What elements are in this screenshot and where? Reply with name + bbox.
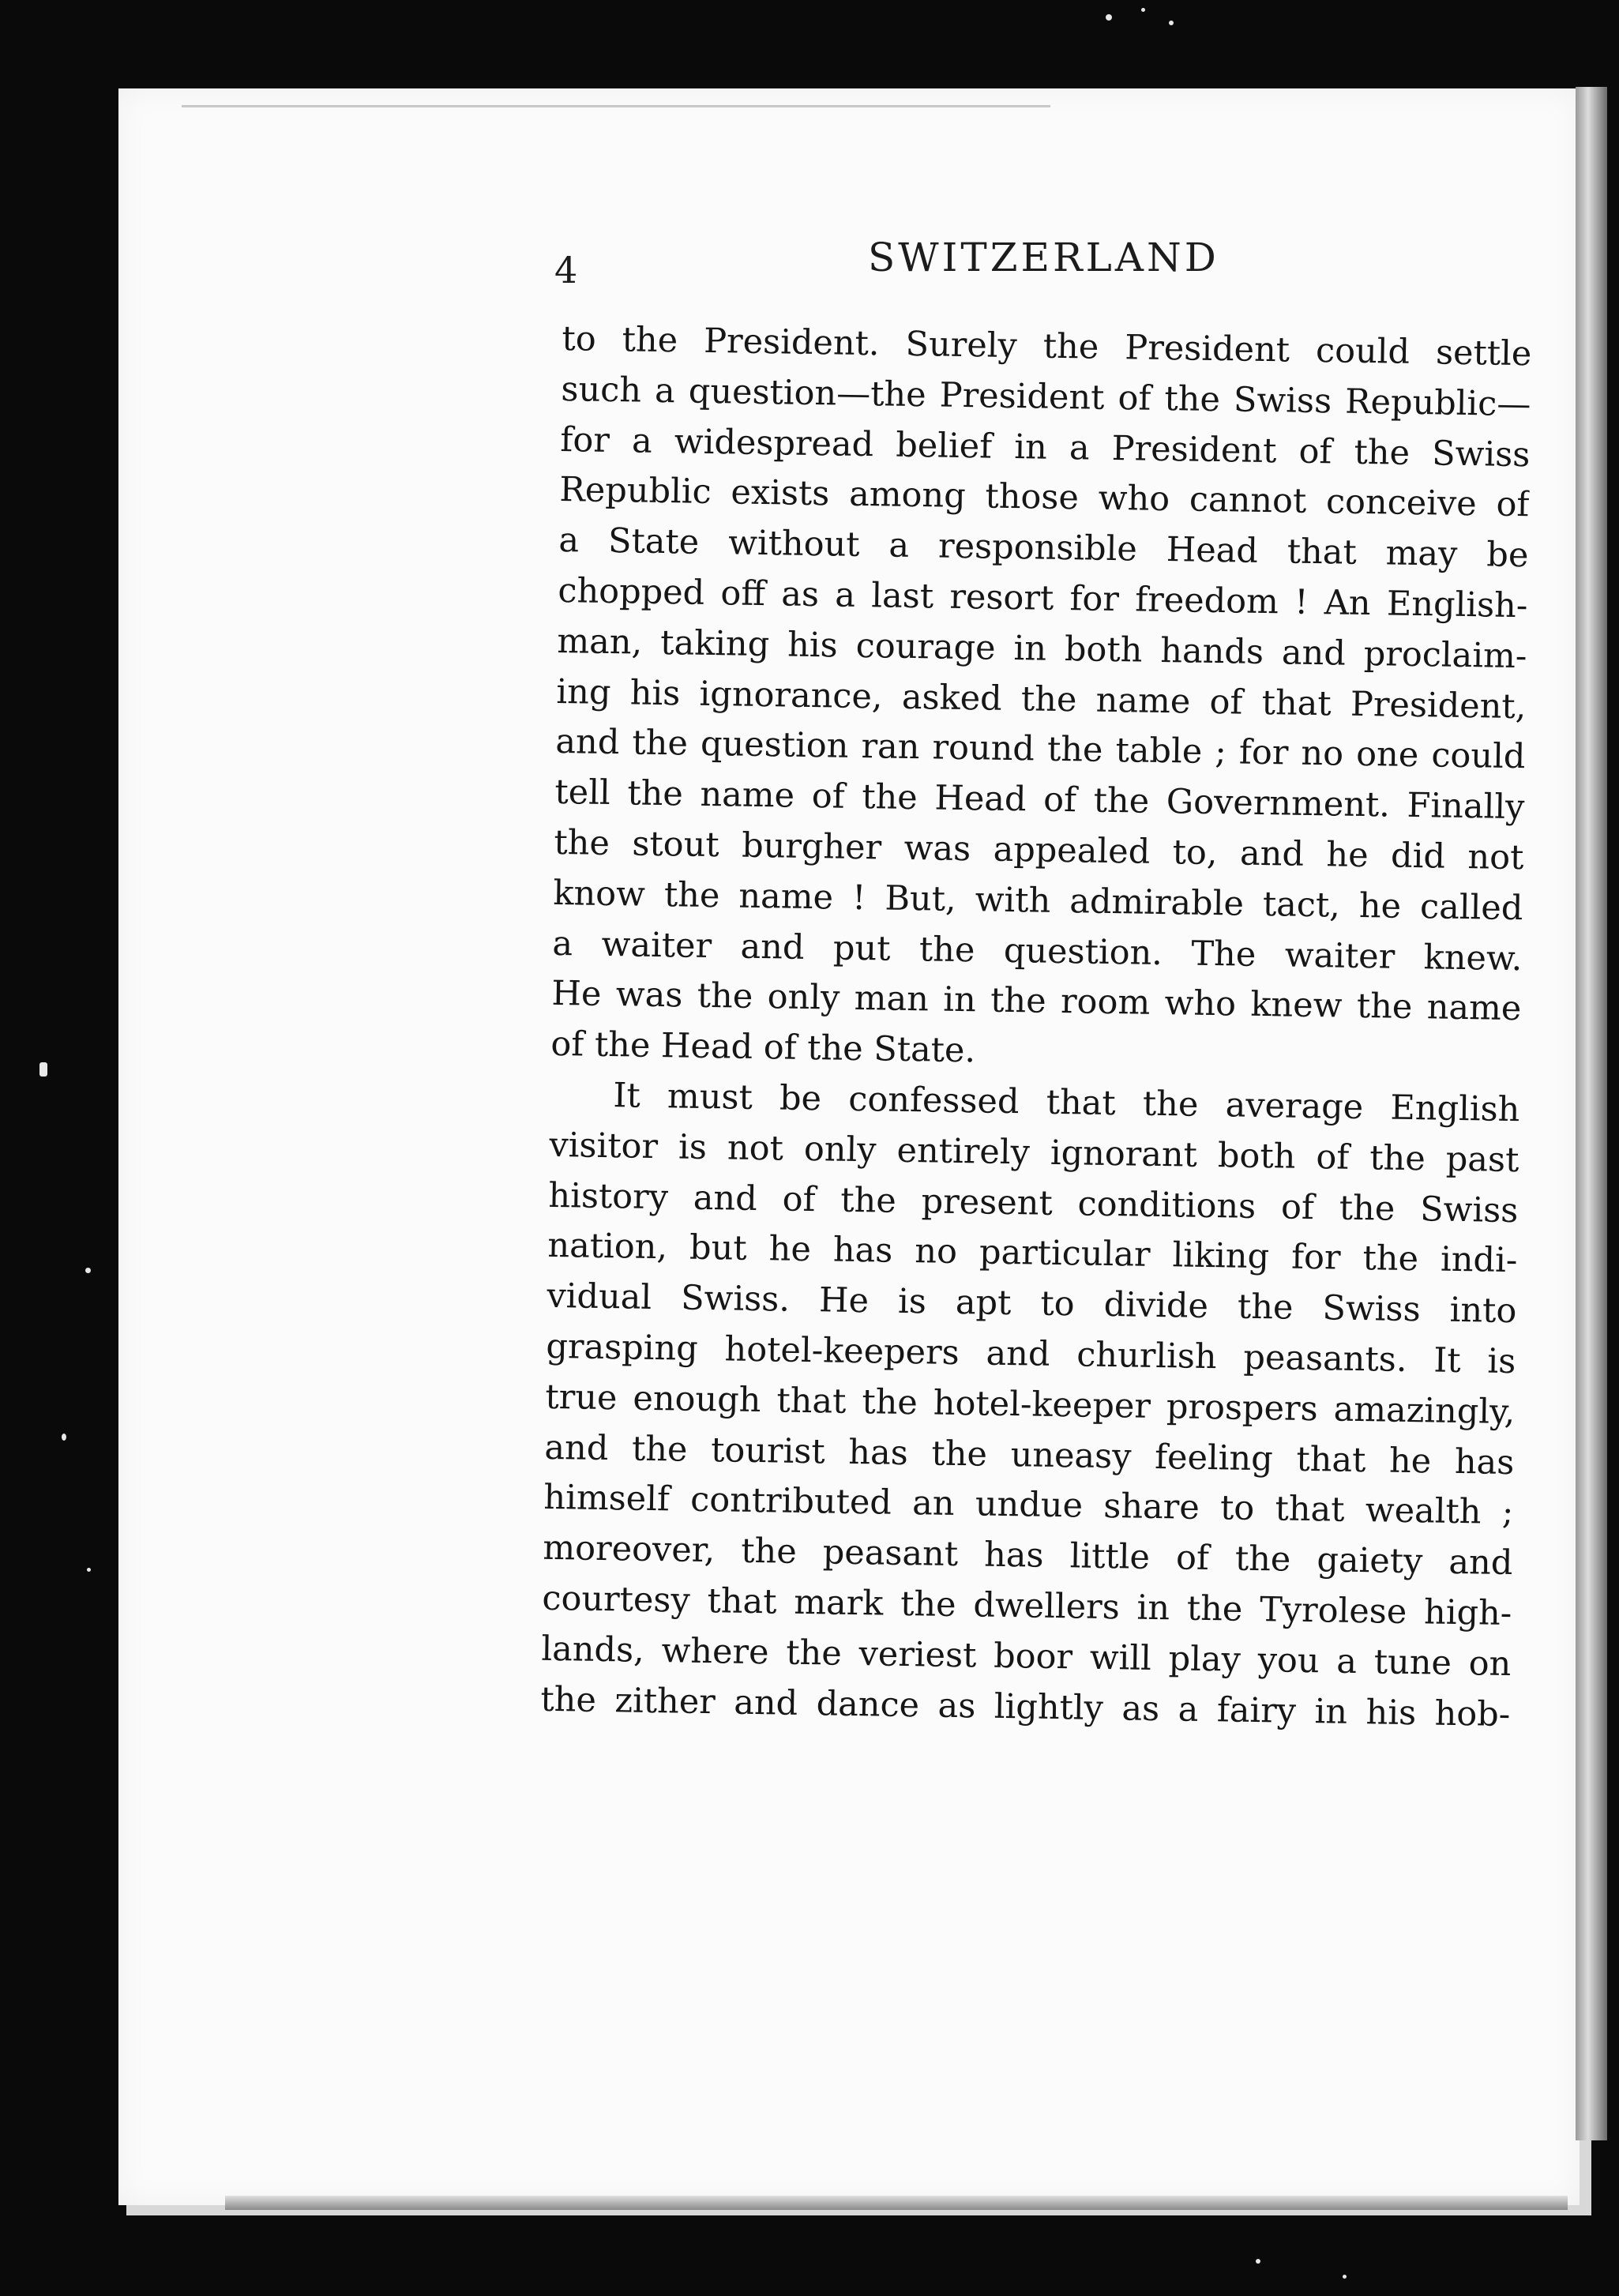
text-line: a waiter and put the question. The waiter knew.: [552, 923, 1523, 979]
text-line: vidual Swiss. He is apt to divide the Swiss into: [547, 1276, 1517, 1332]
text-line: ing his ignorance, asked the name of that President,: [556, 671, 1527, 727]
text-line: for a widespread belief in a President of the Swiss: [560, 419, 1531, 475]
running-head: SWITZERLAND: [868, 235, 1219, 280]
text-line: grasping hotel-keepers and churlish peasants. It is: [546, 1326, 1516, 1382]
page-header: [554, 235, 1226, 290]
text-line: to the President. Surely the President could settle: [562, 318, 1532, 374]
text-line: and the tourist has the uneasy feeling that he has: [544, 1427, 1515, 1482]
text-line: moreover, the peasant has little of the gaiety and: [543, 1528, 1513, 1584]
text-line: Republic exists among those who cannot conceive of: [559, 470, 1530, 525]
paragraph-start-line: It must be confessed that the average English: [613, 1076, 1520, 1130]
page-bottom-edge: [225, 2196, 1568, 2210]
text-line: and the question ran round the table ; for no one could: [555, 722, 1526, 777]
text-line: chopped off as a last resort for freedom ! An English-: [558, 570, 1528, 626]
text-line: history and of the present conditions of the Swiss: [548, 1175, 1519, 1231]
text-line: lands, where the veriest boor will play you a tune on: [541, 1629, 1512, 1684]
page-top-line: [182, 105, 1050, 107]
text-line: a State without a responsible Head that may be: [558, 520, 1529, 576]
text-line: true enough that the hotel-keeper prospers amazingly,: [545, 1377, 1516, 1432]
text-line: know the name ! But, with admirable tact, he called: [553, 873, 1523, 928]
text-line: the zither and dance as lightly as a fairy in his hob-: [540, 1679, 1511, 1734]
text-line: of the Head of the State.: [550, 1024, 976, 1071]
text-line: nation, but he has no particular liking for the indi-: [547, 1226, 1518, 1281]
text-line: visitor is not only entirely ignorant both of the past: [549, 1125, 1519, 1180]
page-number: 4: [554, 249, 578, 291]
page-edge: [1576, 87, 1607, 2140]
text-line: man, taking his courage in both hands and proclaim-: [557, 621, 1527, 677]
text-line: He was the only man in the room who knew the name: [551, 974, 1522, 1029]
text-line: such a question—the President of the Swiss Republic—: [561, 369, 1531, 425]
body-text: [540, 314, 1532, 1740]
text-line: tell the name of the Head of the Government. Finally: [554, 772, 1525, 828]
text-line: the stout burgher was appealed to, and he did not: [554, 822, 1524, 878]
text-line: himself contributed an undue share to that wealth ;: [543, 1478, 1514, 1533]
text-line: courtesy that mark the dwellers in the Tyrolese high-: [542, 1578, 1512, 1634]
